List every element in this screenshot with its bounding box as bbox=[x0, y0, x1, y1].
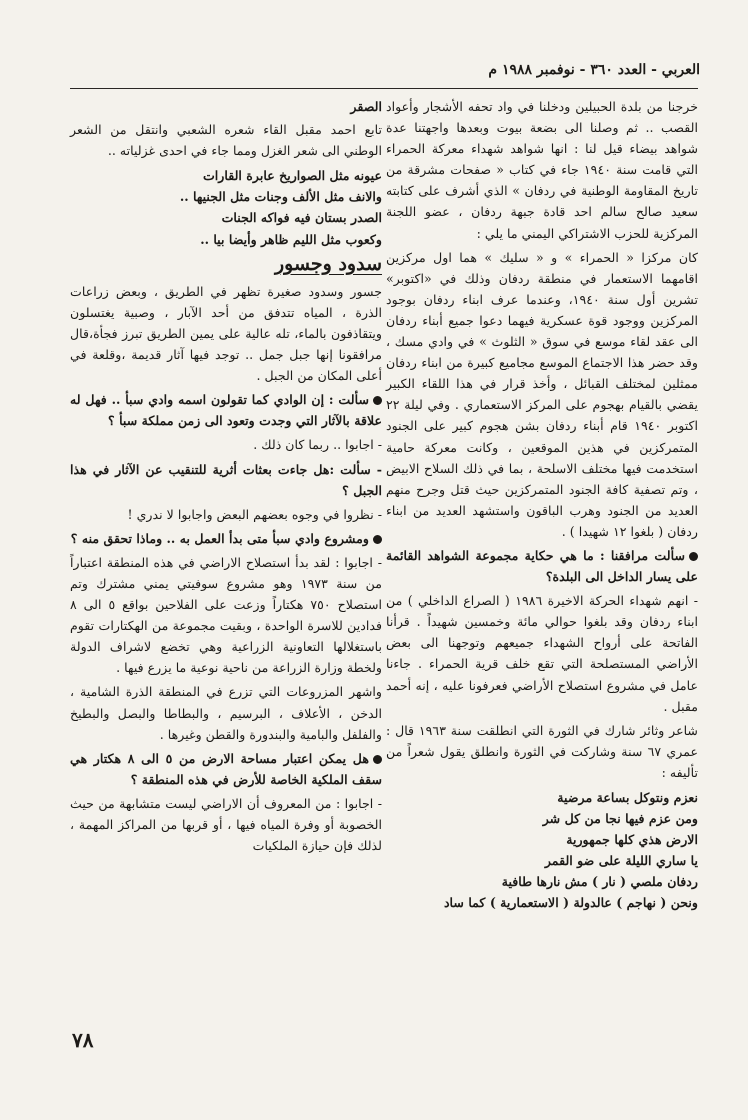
paragraph: واشهر المزروعات التي تزرع في المنطقة الذرة الشامية ، الدخن ، الأعلاف ، البرسيم ، والبطاطا والبصل والبطيخ والفلفل والبامية والبندورة والقطن وغيرها . bbox=[70, 684, 382, 742]
answer: - اجابوا : من المعروف أن الاراضي ليست متشابهة من حيث الخصوبة أو وفرة المياه فيها ، أو قربها من المراكز المهمة ، لذلك فإن حيازة الملكيات bbox=[70, 795, 382, 854]
poem-line: عيونه مثل الصواريخ عابرة القارات bbox=[202, 168, 382, 184]
paragraph: جسور وسدود صغيرة تظهر في الطريق ، وبعض زراعات الذرة ، المياه تتدفق من أحد الآبار ، وصبية يغتسلون ويتقاذفون بالماء، تله عالية على يمين الطريق تبرز فجأة،قال مرافقونا إنها جبل جمل .. توجد فيها آثار قديمة ،وقلعة في أعلى المكان من الجبل . bbox=[70, 283, 382, 384]
poem-line: الارض هذي كلها جمهورية bbox=[566, 832, 698, 848]
section-heading: الصقر bbox=[350, 99, 382, 114]
running-header: العربي - العدد ٣٦٠ - نوفمبر ١٩٨٨ م bbox=[488, 62, 700, 78]
bullet-icon bbox=[373, 396, 382, 405]
paragraph: خرجنا من بلدة الحبيلين ودخلنا في واد تحفه الأشجار وأعواد القصب .. ثم وصلنا الى بضعة بيوت وبعدها واجهتنا عدة شواهد بيضاء قيل لنا : انها شواهد شهداء معركة الحمراء التي قامت سنة ١٩٤٠ جاء في كتاب « صفحات مشرقة من تاريخ المقاومة الوطنية في ردفان » الذي أشرف على كتابته سعيد صالح سالم احد قادة جبهة ردفان ، عضو اللجنة المركزية للحزب الاشتراكي اليمني ما يلي : bbox=[386, 99, 699, 241]
question-text: هل يمكن اعتبار مساحة الارض من ٥ الى ٨ هكتار هي سقف الملكية الخاصة للأرض في هذه المنطقة ؟ bbox=[70, 750, 382, 787]
poem-line: نعزم ونتوكل بساعة مرضية bbox=[557, 790, 698, 805]
poem-line: يا ساري الليلة على ضو القمر bbox=[544, 853, 698, 869]
paragraph: شاعر وثائر شارك في الثورة التي انطلقت سنة ١٩٦٣ قال : عمري ٦٧ سنة وشاركت في الثورة وانطلق يقول شعراً من تأليفه : bbox=[386, 722, 698, 780]
poem-line: ردفان ملصي ( نار ) مش نارها طافية bbox=[501, 874, 698, 890]
paragraph: كان مركزا « الحمراء » و « سليك » هما اول مركزين اقامهما الاستعمار في منطقة ردفان وذلك في «اكتوبر» تشرين أول سنة ١٩٤٠، وعندما عرف ابناء ردفان بوجود المركزين ووجود قوة عسكرية فيهما دعوا جميع أبناء ردفان الى عقد لقاء موسع في سوق « الثلوث » في وادي مسك ، وقد حضر هذا الاجتماع الموسع مجاميع كبيرة من ابناء ردفان ممثلين لمختلف القبائل ، وأخذ قرار في هذا اللقاء الكبير يقضي بالقيام بهجوم على المركز الاستعماري . وفي ليلة ٢٢ اكتوبر ١٩٤٠ قام أبناء ردفان بشن هجوم كبير على الجنود المتمركزين في هذين الموقعين ، وكانت معركة حامية استخدمت فيها مختلف الاسلحة ، بما في ذلك السلاح الابيض ، وتم تصفية كافة الجنود المتمركزين حيث قتل وجرح منهم العديد من الجنود وهرب الباقون واستشهد العديد من ابناء ردفان ( بلغوا ١٢ شهيدا ) . bbox=[386, 249, 698, 539]
answer: - نظروا في وجوه بعضهم البعض واجابوا لا ندري ! bbox=[127, 506, 382, 522]
header-rule bbox=[70, 88, 698, 89]
answer: - اجابوا .. ربما كان ذلك . bbox=[253, 437, 382, 453]
right-column bbox=[386, 96, 698, 918]
question-text: ومشروع وادي سبأ متى بدأ العمل به .. وماذا تحقق منه ؟ bbox=[70, 530, 369, 546]
question: - سألت :هل جاءت بعثات أثرية للتنقيب عن الآثار في هذا الجبل ؟ bbox=[70, 461, 382, 498]
bullet-icon bbox=[373, 535, 382, 544]
question-text: سألت : إن الوادي كما تقولون اسمه وادي سبأ .. فهل له علاقة بالآثار التي وجدت وتعود الى زمن مملكة سبأ ؟ bbox=[70, 392, 382, 429]
question bbox=[70, 528, 382, 549]
answer: - انهم شهداء الحركة الاخيرة ١٩٨٦ ( الصراع الداخلي ) من ابناء ردفان وقد بلغوا حوالي مائة وخمسين شهيداً . قرأنا الفاتحة على أرواح الشهداء جميعهم وتوجهنا الى بعض الأراضي المستصلحة التي تقع خلف قرية الحمراء . جاءنا عامل في مشروع استصلاح الأراضي فعرفونا عليه ، إنه أحمد مقبل . bbox=[386, 593, 698, 714]
poem bbox=[70, 165, 382, 249]
question bbox=[386, 545, 698, 587]
question bbox=[70, 389, 382, 431]
answer: - اجابوا : لقد بدأ استصلاح الاراضي في هذه المنطقة اعتباراً من سنة ١٩٧٣ وهو مشروع سوفيتي يمني مشترك وتم استصلاح ٧٥٠ هكتاراً وزعت على الفلاحين بواقع ٥ الى ٨ فدادين للاسرة الواحدة ، وبقيت مجموعة من الهكتارات تقوم باستغلالها التعاونية الزراعية وهي تخضع لاشراف الدولة ولخطة وزارة الزراعة من ناحية نوعية ما يزرع فيها . bbox=[70, 554, 383, 676]
poem-line: والانف مثل الألف وجنات مثل الجنيها .. bbox=[179, 189, 382, 205]
subheading: سدود وجسور bbox=[274, 252, 382, 275]
bullet-icon bbox=[373, 755, 382, 764]
poem-line: وكعوب مثل الليم ظاهر وأيضا بيا .. bbox=[200, 231, 382, 247]
poem-line: الصدر بستان فيه فواكه الجنات bbox=[221, 210, 382, 226]
question bbox=[70, 748, 382, 790]
left-column bbox=[70, 96, 382, 859]
page-number: ٧٨ bbox=[72, 1028, 94, 1052]
poem bbox=[386, 787, 698, 914]
poem-line: ونحن ( نهاجم ) عالدولة ( الاستعمارية ) كما ساد bbox=[443, 895, 698, 911]
bullet-icon bbox=[689, 552, 698, 561]
poem-line: ومن عزم فيها نجا من كل شر bbox=[542, 811, 698, 827]
question-text: سألت مرافقنا : ما هي حكاية مجموعة الشواهد القائمة على يسار الداخل الى البلدة؟ bbox=[386, 547, 698, 585]
paragraph: تابع احمد مقبل القاء شعره الشعبي وانتقل من الشعر الوطني الى شعر الغزل ومما جاء في احدى غزلياته .. bbox=[70, 122, 382, 159]
